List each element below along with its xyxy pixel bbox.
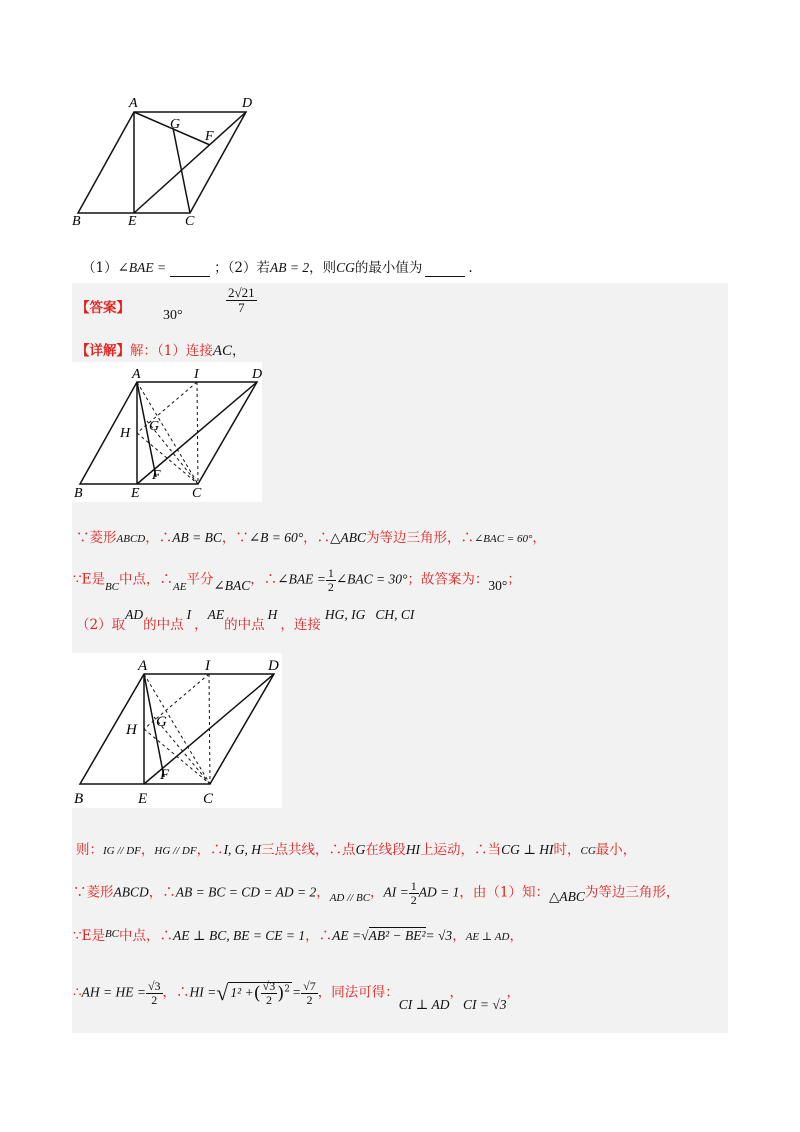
s2-half-numerator: 1: [327, 566, 334, 580]
s7-ci-ad: CI ⊥ AD: [398, 996, 450, 1012]
s4-cg: CG: [580, 845, 596, 857]
s3-h: H: [267, 607, 278, 622]
label-c: C: [185, 214, 195, 227]
detail-line: [76, 339, 246, 360]
s2-text-6: ；: [507, 571, 521, 588]
detail-intro: 解：（1）连接: [130, 343, 213, 359]
label-e: E: [138, 791, 148, 807]
s5-text-6: 为等边三角形，: [584, 884, 680, 901]
s2-text-3: 平分: [186, 571, 214, 588]
label-c: C: [203, 791, 214, 807]
detail-tag: 【详解】: [76, 343, 130, 359]
s7-ci-value: CI = √3: [462, 996, 507, 1012]
s7-r7-denominator: 2: [306, 992, 313, 1007]
s7-text-5: ，: [506, 984, 520, 1001]
s6-ae-rhs: = √3: [425, 928, 453, 943]
s2-bc: BC: [104, 580, 120, 593]
s7-text-1: ∴: [73, 984, 82, 1001]
detail-comma: ，: [232, 343, 246, 359]
s2-text-4: ，∴: [250, 571, 278, 588]
s7-text-4: ，: [449, 984, 463, 1001]
label-b: B: [72, 214, 81, 227]
detail-ac: AC: [212, 343, 233, 359]
s3-hg-ig: HG, IG: [324, 607, 366, 622]
s4-igh: I, G, H: [223, 842, 262, 857]
s2-half-denominator: 2: [327, 579, 334, 594]
s2-ae: AE: [173, 580, 187, 593]
label-f: F: [152, 468, 161, 483]
s6-text-1: ∵E是: [73, 928, 105, 944]
s1-angle-b: ∠B = 60°: [248, 530, 304, 545]
solution-line-6: ∵E是$^{BC}$中点，∴AE ⊥ BC, BE = CE = 1，∴AE =√AB² − BE²= √3，AE ⊥ AD，: [73, 928, 523, 944]
label-d: D: [268, 658, 279, 674]
s2-text-5: ；故答案为：: [407, 571, 489, 588]
s1-triangle: △ABC: [330, 530, 367, 545]
s7-inner-numerator: √3: [262, 979, 276, 993]
s1-text-4: ，∴: [303, 530, 331, 546]
answer-value-1: 30°: [163, 308, 183, 323]
s1-angle-bac: ∠BAC = 60°: [474, 533, 533, 545]
answer-value-2-numerator: 2√21: [228, 285, 255, 300]
question-expr-ab: AB = 2: [269, 260, 310, 275]
s4-ig-df: IG // DF: [103, 845, 141, 857]
question-part-2-label: （2）若: [227, 260, 270, 276]
label-e: E: [128, 214, 137, 227]
s1-ab-bc: AB = BC: [172, 530, 222, 545]
s2-text-1: ∵E是: [73, 571, 105, 588]
label-a: A: [129, 96, 138, 111]
question-expr-bae: ∠BAE =: [117, 260, 167, 275]
s6-text-3: ，∴: [305, 928, 333, 944]
label-c: C: [192, 486, 202, 501]
solution-line-7: ∴AH = HE = $\frac{√3}{2}$ ，∴HI =√ 1² +( $\frac{√3}{2}$ )$^2$ = $\frac{√7}{2}$ ，同法可得：CI ⊥ AD，CI = √3，: [73, 979, 520, 1012]
s5-ai-rhs: AD = 1: [418, 884, 460, 900]
s4-hi: HI: [405, 842, 421, 857]
s3-i: I: [186, 607, 192, 622]
label-h: H: [120, 426, 131, 441]
question-cg: CG: [336, 260, 355, 275]
label-g: G: [170, 117, 181, 132]
s5-text-3: ，: [316, 884, 330, 901]
label-a: A: [138, 658, 148, 674]
s7-ah-he: AH = HE =: [81, 984, 146, 1000]
s1-text-1: ∵菱形: [76, 530, 117, 546]
s5-triangle: △ABC: [548, 888, 585, 904]
answer-value-2-denominator: 7: [238, 299, 245, 315]
solution-line-1: [76, 526, 546, 546]
s1-abcd: ABCD: [116, 533, 146, 545]
question-mid-text: ，则: [309, 260, 337, 276]
answer-line: [76, 296, 130, 316]
s5-parallel: AD // BC: [329, 891, 371, 904]
label-b: B: [74, 791, 84, 807]
s4-text-4: 三点共线，∴点: [261, 842, 356, 858]
s5-text-5: ，由（1）知：: [459, 884, 549, 901]
s3-text-1: （2）取: [76, 617, 126, 633]
s4-g: G: [355, 842, 366, 857]
s3-text-3: ，: [194, 617, 208, 633]
s5-half-denominator: 2: [410, 892, 417, 907]
answer-blank-1: [170, 260, 210, 277]
label-d: D: [242, 96, 253, 111]
label-f: F: [205, 129, 214, 144]
rhombus-diagram-1: [68, 92, 268, 227]
s5-text-1: ∵菱形: [73, 884, 114, 901]
segment-de: [134, 112, 246, 213]
s5-abcd: ABCD: [113, 884, 149, 900]
question-tail-text: 的最小值为: [354, 260, 423, 276]
s1-text-2: ，∴: [145, 530, 173, 546]
s4-hg-df: HG // DF: [154, 845, 197, 857]
label-b: B: [74, 486, 83, 501]
figure-3: [72, 653, 282, 808]
s4-text-8: 最小，: [595, 842, 637, 858]
question-line: [82, 256, 473, 277]
s7-hi-eq: HI =: [189, 984, 217, 1000]
s3-ae: AE: [207, 607, 225, 622]
s1-text-5: 为等边三角形，∴: [366, 530, 475, 546]
s5-equal-sides: AB = BC = CD = AD = 2: [175, 884, 317, 900]
rhombus-diagram-3: [72, 653, 282, 808]
question-separator: ；: [214, 260, 228, 276]
s7-one-squared: 1² +: [230, 984, 254, 1000]
label-i: I: [194, 367, 199, 382]
s6-sqrt-inner: AB² − BE²: [368, 928, 426, 943]
s2-text-2: 中点，∴: [119, 571, 174, 588]
s6-ae-eq: AE =: [332, 928, 362, 943]
solution-line-3: [76, 607, 415, 633]
s3-text-2: 的中点: [143, 617, 184, 633]
s6-text-4: ，: [452, 928, 466, 944]
label-d: D: [252, 367, 262, 382]
s4-text-2: ，: [140, 842, 155, 858]
s3-ad: AD: [125, 607, 144, 622]
rhombus-abcd: [78, 112, 246, 213]
s2-angle-bac: ∠BAC: [213, 577, 251, 593]
s4-text-1: 则：: [76, 842, 103, 858]
s6-bc: BC: [104, 928, 120, 940]
label-a: A: [132, 367, 141, 382]
s7-sqrt-radicand: 1² +( $\frac{√3}{2}$ )$^2$: [230, 979, 291, 1007]
figure-1: [68, 92, 268, 227]
s3-ch-ci: CH, CI: [375, 607, 415, 622]
label-e: E: [131, 486, 140, 501]
solution-line-5: [73, 880, 679, 906]
s4-text-6: 上运动，∴当: [420, 842, 502, 858]
s7-text-3: ，同法可得：: [317, 984, 399, 1001]
solution-line-4: [76, 838, 636, 858]
s1-text-3: ，∵: [221, 530, 249, 546]
s4-text-5: 在线段: [365, 842, 406, 858]
s7-result-equals: =: [292, 984, 302, 1000]
question-end-period: .: [468, 260, 473, 276]
label-g: G: [156, 714, 167, 730]
s7-r7-numerator: √7: [303, 979, 316, 993]
label-i: I: [205, 658, 210, 674]
s5-ai: AI =: [383, 884, 409, 900]
answer-tag: 【答案】: [76, 300, 130, 316]
s3-text-5: ，连接: [280, 617, 321, 633]
question-part-1-label: （1）: [82, 260, 118, 276]
s6-perp: AE ⊥ BC, BE = CE = 1: [173, 928, 306, 943]
s6-text-2: 中点，∴: [119, 928, 174, 944]
s7-r3-numerator: √3: [147, 979, 161, 993]
s3-text-4: 的中点: [224, 617, 265, 633]
s5-text-4: ，: [370, 884, 384, 901]
s7-text-2: ，∴: [162, 984, 190, 1001]
s5-text-2: ，∴: [148, 884, 176, 901]
s4-text-7: 时，: [553, 842, 581, 858]
answer-blank-2: [425, 260, 465, 277]
s6-text-5: ，: [509, 928, 523, 944]
s4-text-3: ，∴: [196, 842, 224, 858]
s2-rhs: ∠BAC = 30°: [335, 571, 408, 587]
solution-line-2: [73, 567, 521, 593]
rhombus-diagram-2: [72, 362, 262, 502]
s6-ae-ad: AE ⊥ AD: [465, 931, 510, 943]
label-g: G: [149, 419, 160, 434]
figure-2: [72, 362, 262, 502]
s5-half-numerator: 1: [410, 879, 417, 893]
s7-inner-denominator: 2: [265, 992, 272, 1007]
label-f: F: [160, 767, 170, 783]
s7-r3-denominator: 2: [151, 992, 158, 1007]
s4-perp: CG ⊥ HI: [501, 842, 554, 857]
s2-angle-bae: ∠BAE =: [277, 571, 326, 587]
s1-text-6: ，: [532, 530, 546, 546]
s2-answer: 30°: [488, 577, 508, 593]
label-h: H: [126, 722, 137, 738]
segment-gc: [173, 128, 190, 213]
answer-value-2: [226, 286, 257, 314]
